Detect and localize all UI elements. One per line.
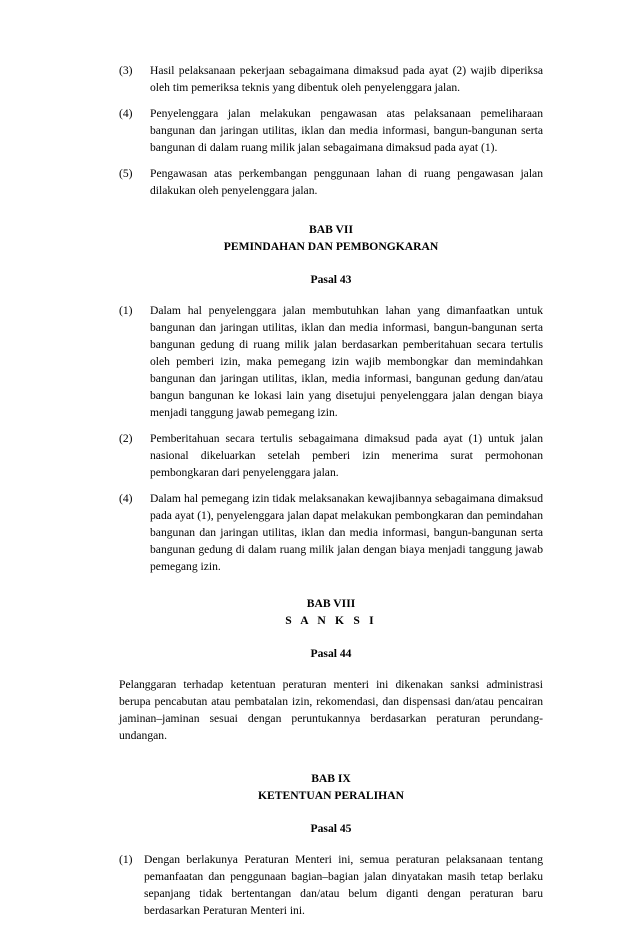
- item-text: Pemberitahuan secara tertulis sebagaimana dimaksud pada ayat (1) untuk jalan nasional dikeluarkan setelah pemberi izin menerima surat permohonan pembongkaran dari penyelenggara jalan.: [150, 432, 543, 479]
- chapter-heading: BAB VII: [309, 223, 353, 236]
- item-number: (3): [119, 64, 133, 77]
- list-item: [119, 430, 543, 481]
- item-text: Hasil pelaksanaan pekerjaan sebagaimana dimaksud pada ayat (2) wajib diperiksa oleh tim pemeriksa teknis yang dibentuk oleh penyelenggara jalan.: [150, 64, 543, 94]
- article-heading: Pasal 44: [310, 647, 352, 660]
- chapter-heading: BAB VIII: [306, 597, 356, 610]
- list-item: [119, 851, 543, 919]
- item-text: Penyelenggara jalan melakukan pengawasan atas pelaksanaan pemeliharaan bangunan dan jaringan utilitas, iklan dan media informasi, bangun-bangunan serta bangunan di dalam ruang milik jalan sebagaimana dimaksud pada ayat (1).: [150, 107, 543, 154]
- list-item: [119, 62, 543, 96]
- item-number: (4): [119, 107, 133, 120]
- chapter-heading: BAB IX: [311, 772, 351, 785]
- item-number: (1): [119, 853, 133, 866]
- list-item: [119, 105, 543, 156]
- chapter-title: KETENTUAN PERALIHAN: [258, 789, 404, 802]
- item-number: (5): [119, 167, 133, 180]
- item-text: Dalam hal penyelenggara jalan membutuhkan lahan yang dimanfaatkan untuk bangunan dan jaringan utilitas, iklan dan media informasi, bangun-bangunan serta bangunan gedung di ruang milik jalan berdasarkan pemberitahuan secara tertulis oleh pemberi izin, maka pemegang izin wajib membongkar dan memindahkan bangunan dan jaringan utilitas, iklan, media informasi, bangunan gedung dan/atau bangun bangunan ke lokasi lain yang disetujui penyelenggara jalan dengan biaya menjadi tanggung jawab pemegang izin.: [150, 304, 543, 419]
- page-content: [119, 62, 543, 928]
- list-item: [119, 302, 543, 421]
- item-text: Dalam hal pemegang izin tidak melaksanakan kewajibannya sebagaimana dimaksud pada ayat (1), penyelenggara jalan dapat melakukan pembongkaran dan pemindahan bangunan dan jaringan utilitas, iklan dan media informasi, bangun-bangunan serta bangunan gedung di dalam ruang milik jalan dengan biaya menjadi tanggung jawab pemegang izin.: [150, 492, 543, 573]
- item-text: Pengawasan atas perkembangan penggunaan lahan di ruang pengawasan jalan dilakukan oleh penyelenggara jalan.: [150, 167, 543, 197]
- article-paragraph: Pelanggaran terhadap ketentuan peraturan menteri ini dikenakan sanksi administrasi berupa pencabutan atau pembatalan izin, rekomendasi, dan dispensasi dan/atau pencairan jaminan–jaminan sesuai dengan peruntukannya berdasarkan peraturan perundang-undangan.: [119, 678, 543, 742]
- chapter-title: S A N K S I: [285, 614, 377, 627]
- item-text: Dengan berlakunya Peraturan Menteri ini, semua peraturan pelaksanaan tentang pemanfaatan dan penggunaan bagian–bagian jalan dinyatakan masih tetap berlaku sepanjang tidak bertentangan dan/atau belum diganti dengan peraturan baru berdasarkan Peraturan Menteri ini.: [144, 853, 543, 917]
- list-item: [119, 490, 543, 575]
- item-number: (2): [119, 432, 133, 445]
- item-number: (4): [119, 492, 133, 505]
- list-item: [119, 165, 543, 199]
- article-heading: Pasal 43: [310, 273, 352, 286]
- item-number: (1): [119, 304, 133, 317]
- chapter-title: PEMINDAHAN DAN PEMBONGKARAN: [223, 240, 439, 253]
- article-heading: Pasal 45: [310, 822, 352, 835]
